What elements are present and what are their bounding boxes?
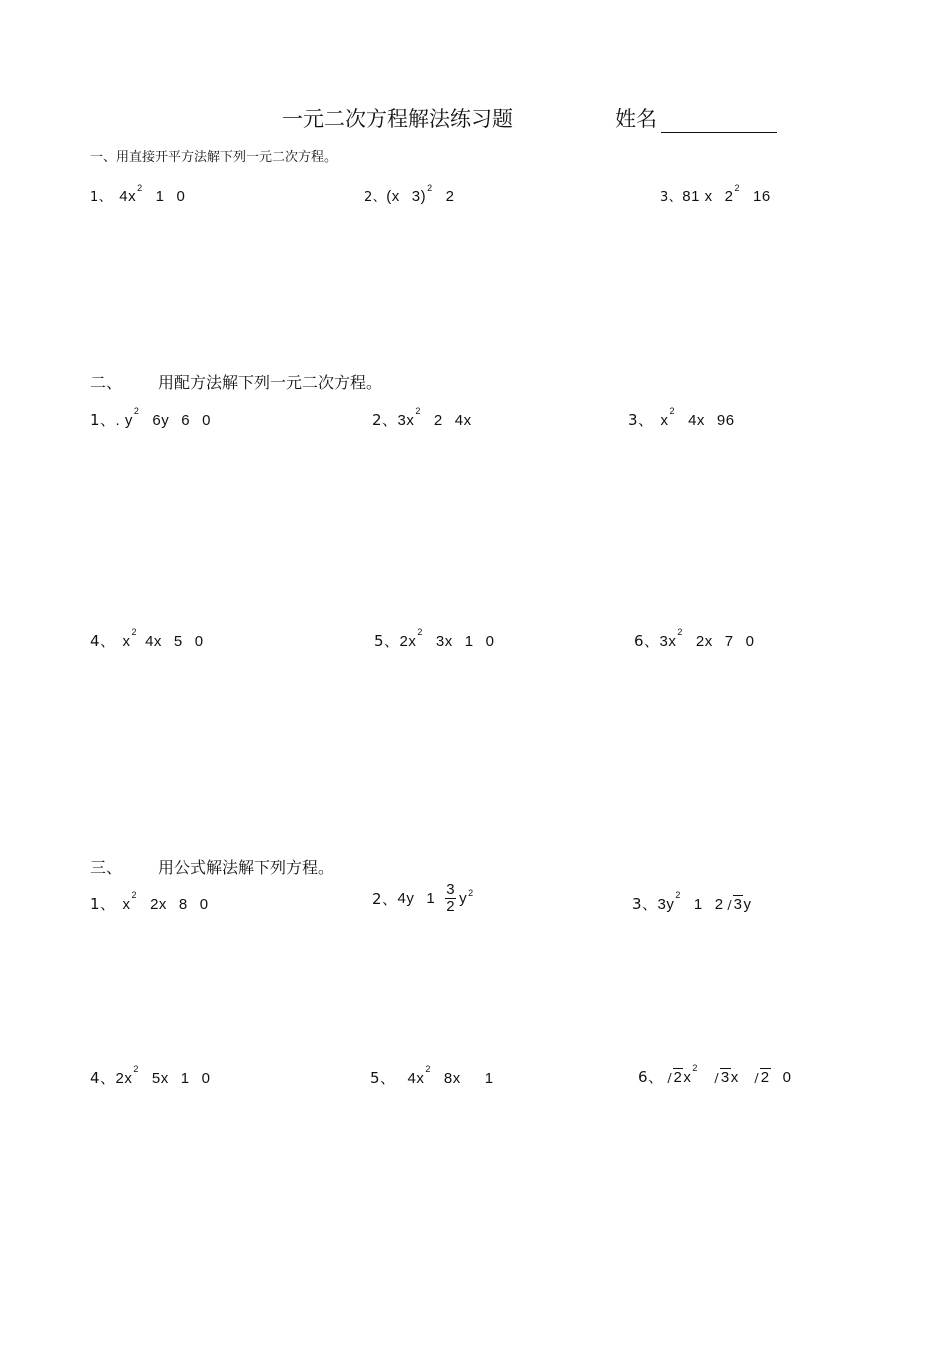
s2-problem-4: 4、 $x^24x$ 5 0 [90,627,204,650]
s3-problem-4: 4、$2x^25x$ 1 0 [90,1064,211,1087]
s1-problem-2: 2、(x 3)$^2$ 2 [364,183,455,205]
section-1-heading: 一、用直接开平方法解下列一元二次方程。 [90,150,338,165]
s3-problem-6: 6、 $2x^23x$ 2 0 [638,1063,792,1086]
s2-problem-1: 1、. $y^26y$ 6 0 [90,406,211,429]
s1-problem-3: 3、81 x $2^2$ 16 [660,183,771,205]
s3-problem-5: 5、 $4x^28x$ 1 [370,1064,494,1087]
name-blank-line [661,112,777,133]
radical-sign: 2 [664,1069,684,1086]
section-2-text: 用配方法解下列一元二次方程。 [158,373,383,392]
s2-problem-6: 6、$3x^22x$ 7 0 [634,627,755,650]
s2-problem-2: 2、$3x^22$ 4x [372,406,472,429]
fraction: $\frac{3}{2}$ [446,881,456,915]
s3-problem-2: 2、4y 1 $\frac{3}{2}$ $y^2$ [372,881,474,915]
s3-problem-3: 3、$3y^21$ 2 3y [632,890,752,913]
radical-sign: 2 [751,1069,771,1086]
section-3-text: 用公式解法解下列方程。 [158,858,335,877]
section-2-heading [90,370,382,393]
section-3-heading [90,855,334,878]
radical-sign: 3 [711,1069,731,1086]
name-field [615,103,777,133]
s1-problem-1: 1、 $4x^2$ 1 0 [90,183,186,205]
section-2-number: 二、 [90,373,123,392]
s2-problem-5: 5、$2x^23x$ 1 0 [374,627,495,650]
name-label: 姓名 [615,107,657,131]
section-3-number: 三、 [90,858,123,877]
radical-sign: 3 [724,896,744,913]
s3-problem-1: 1、 $x^22x$ 8 0 [90,890,209,913]
worksheet-title: 一元二次方程解法练习题 [282,107,513,131]
s2-problem-3: 3、 $x^24x$ 96 [628,406,735,429]
